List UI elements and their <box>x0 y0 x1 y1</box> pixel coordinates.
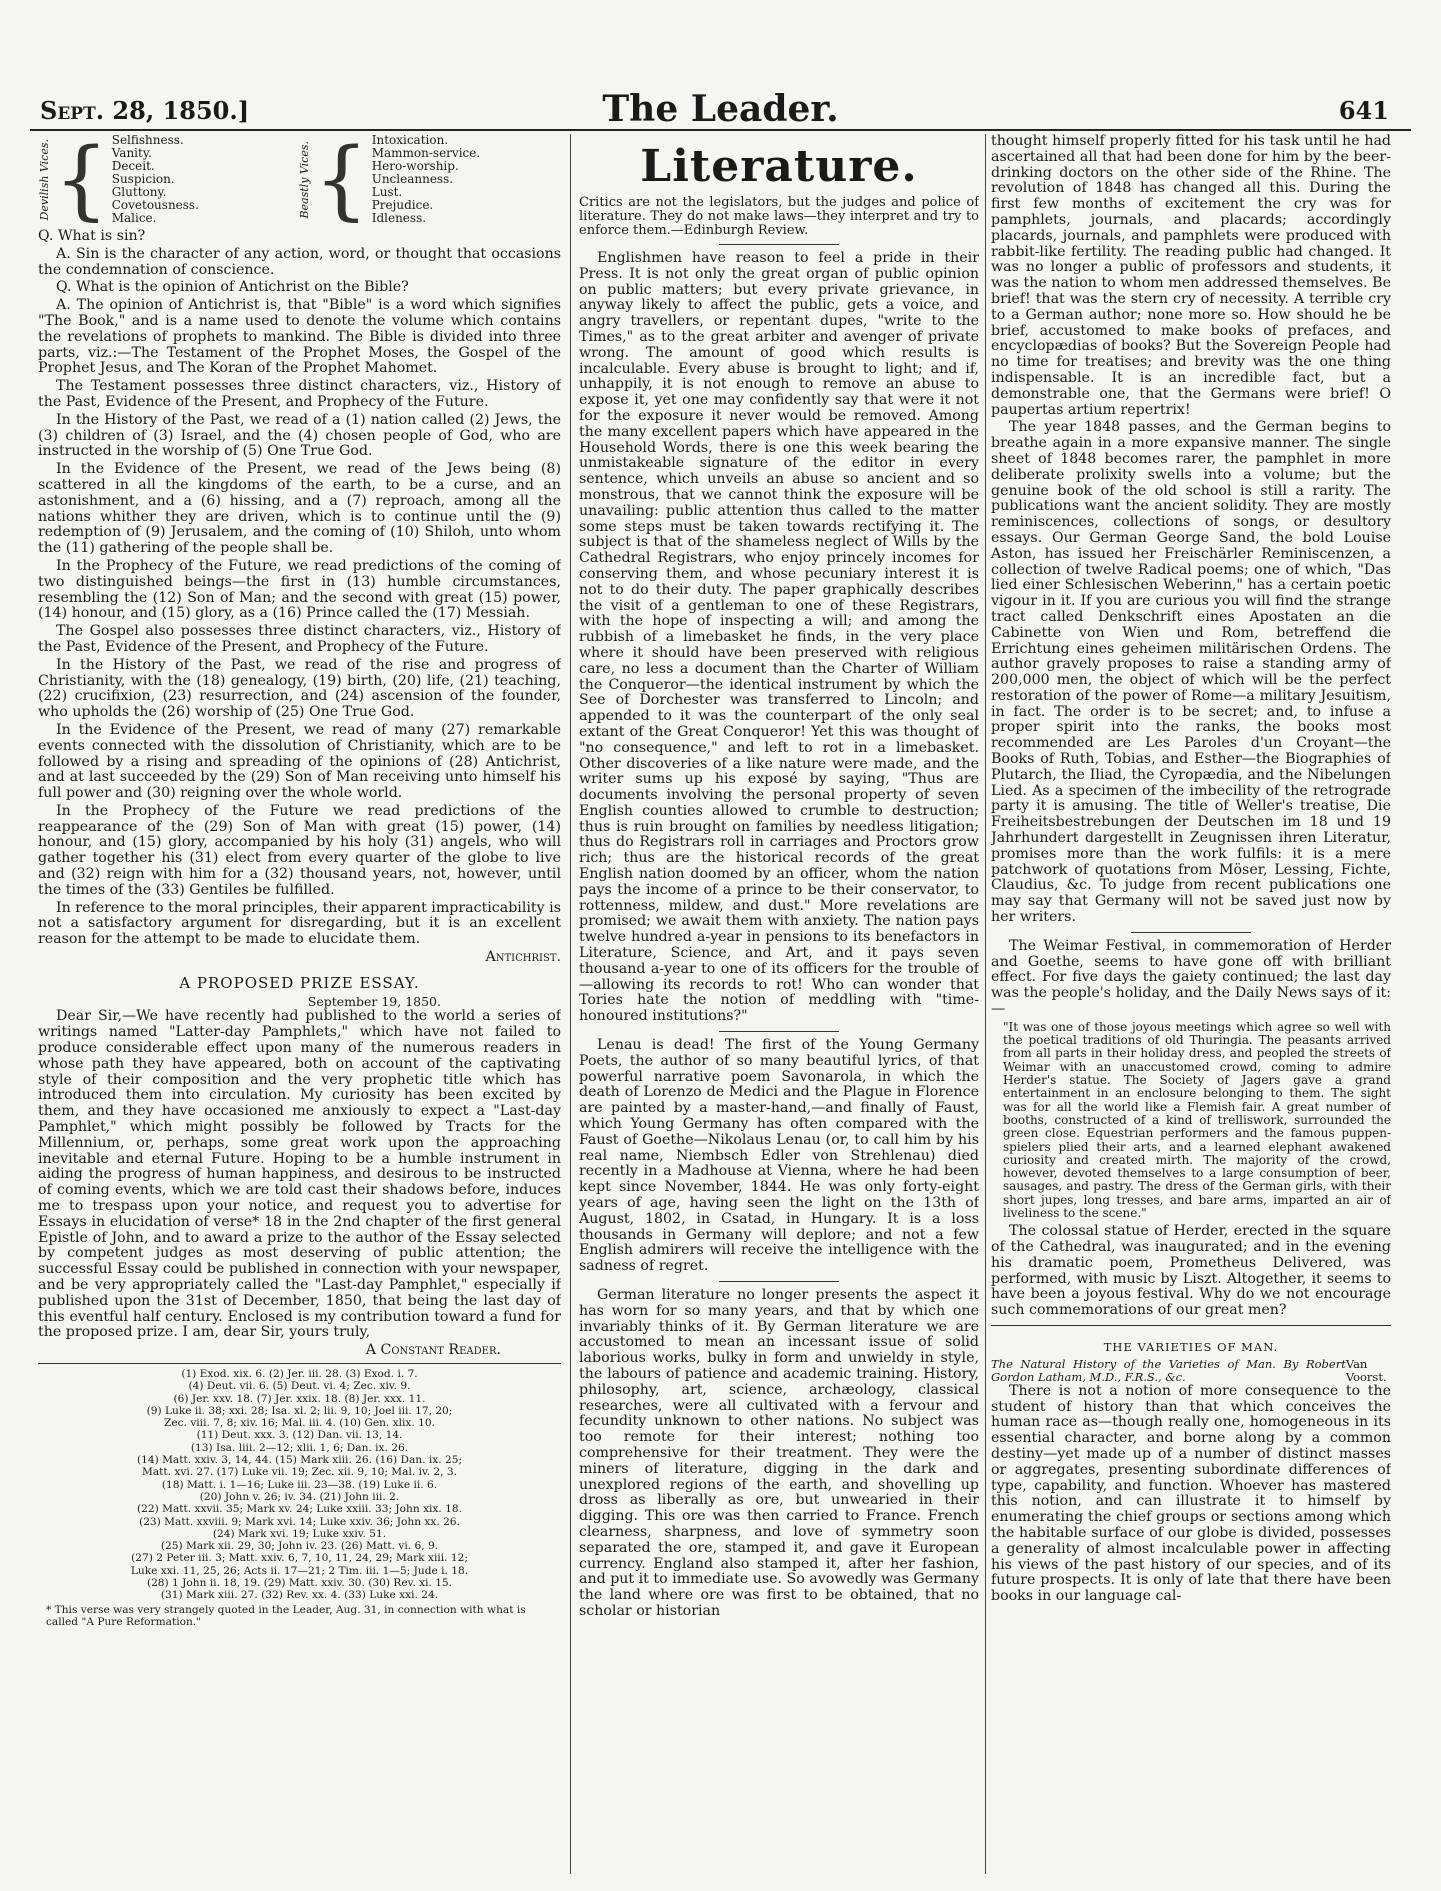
quotation: "It was one of those joyous meetings which agree so well with the poetical traditions of old Thuringia. The peasants arrived from all parts in their holiday dress, and peopled the streets of Weimar with an unaccustomed crowd, coming to admire Herder's statue. The Society of Jagers gave a grand entertainment in an enclosure belonging to them. The sight was for all the world like a Flemish fair. A great number of booths, constructed of a kind of trelliswork, surrounded the green close. Equestrian performers and the famous puppen-spielers plied their arts, and a learned elephant awakened curiosity and created mirth. The majority of the crowd, however, devoted themselves to a large consumption of beer, sausages, and pastry. The dress of the German girls, with their short jupes, long tresses, and bare arms, imparted an air of liveliness to the scene." <box>1003 1019 1391 1220</box>
paragraph: In reference to the moral principles, their apparent impracticability is not a satisfactory argument for disregarding, but it is an excellent reason for the attempt to be made to elucidate them. <box>38 899 561 948</box>
note-line: (13) Isa. liii. 2—12; xlii. 1, 6; Dan. ix. 26. <box>190 1441 409 1454</box>
note-line: (24) Mark xvi. 19; Luke xxiv. 51. <box>212 1527 387 1540</box>
section-title: Literature. <box>640 141 918 192</box>
review-heading <box>991 1358 1391 1384</box>
paragraph: Lenau is dead! The first of the Young Germany Poets, the author of so many beautiful lyrics, of that powerful narrative poem Savonarola, in which the death of Lorenzo de Medici and the Plague in Florence are painted by a master-hand,—and finally of Faust, which Young Germany has often compared with the Faust of Goethe—Nikolaus Lenau (or, to call him by his real name, Niembsch Edler von Strehlenau) died recently in a Madhouse at Vienna, where he had been kept since November, 1844. He was only forty-eight years of age, having seen the light on the 13th of August, 1802, in Csatad, in Hungary. It is a loss thousands in Germany will deplore; and not a few English admirers will receive the intelligence with the sadness of regret. <box>579 1037 979 1275</box>
note-line: Luke xxi. 11, 25, 26; Acts ii. 17—21; 2 Tim. iii. 1—5; Jude i. 18. <box>130 1564 469 1577</box>
essay-body: Dear Sir,—We have recently had published to the world a series of writings named "Latter-day Pamphlets," which have not failed to produce considerable effect upon many of the numerous readers in whose path they have appeared, both on account of the captivating style of their composition and the very prophetic title which has introduced them into circulation. My curiosity has been excited by them, and they have occasioned me anxiously to expect a "Last-day Pamphlet," which might possibly be followed by Tracts for the Millennium, or, perhaps, some great work upon the approaching inevitable and eternal Future. Hoping to be a humble instrument in aiding the progress of human happiness, and desirous to be instructed of coming events, which we are told cast their shadows before, induces me to trespass upon your notice, and request you to advertise for Essays in elucidation of verse* 18 in the 2nd chapter of the first general Epistle of John, and to award a prize to the author of the Essay selected by competent judges as most deserving of public attention; the successful Essay could be published in connection with your newspaper, and be very appropriately called the "Last-day Pamphlet," especially if published upon the 31st of December, 1850, that being the last day of this eventful half century. Enclosed is my contribution toward a fund for the proposed prize. I am, dear Sir, yours truly, <box>38 1008 561 1341</box>
note-line: (28) 1 John ii. 18, 19. (29) Matt. xxiv. 30. (30) Rev. xi. 15. <box>146 1577 453 1590</box>
vice-item: Lust. <box>371 185 403 199</box>
vice-item: Malice. <box>111 211 157 225</box>
paragraph: The Gospel also possesses three distinct characters, viz., History of the Past, Evidence of the Present, and Prophecy of the Future. <box>38 623 561 655</box>
paragraph: thought himself properly fitted for his task until he had ascertained all that had been done for him by the beer-drinking doctors on the other side of the Rhine. The revolution of 1848 has changed all this. During the first few months of excitement the cry was for pamphlets, journals, and placards; accordingly placards, journals, and pamphlets were produced with rabbit-like fertility. The reading public had changed. It was no longer a public of professors and students, it was the nation to whom men addressed themselves. Be brief! that was the stern cry of necessity. A terrible cry to a German author; none more so. How should he be brief, accustomed to make books of prefaces, and encyclopædias of books? But the Sovereign People had no time for treatises; and brevity was the one thing indispensable. It is an incredible fact, but a demonstrable one, that the Germans were brief! O paupertas artium repertrix! <box>991 134 1391 418</box>
beastly-vices <box>298 134 558 230</box>
paragraph: In the Evidence of the Present, we read of many (27) remarkable events connected with the dissolution of Christianity, which are to be followed by a rising and spreading of the opinions of (28) Antichrist, and at last succeeded by the (29) Son of Man receiving unto himself his full power and (30) reigning over the whole world. <box>38 721 561 802</box>
issue-date: Sept. 28, 1850.] <box>40 96 250 125</box>
paragraph: Englishmen have reason to feel a pride in their Press. It is not only the great organ of public opinion on public matters; but every private grievance, in anyway likely to affect the public, gets a voice, and angry travellers, or repentant dupes, "write to the Times," as to the great arbiter and avenger of private wrong. The amount of good which results is incalculable. Every abuse is brought to light; and if, unhappily, it is not enough to remove an abuse to expose it, yet one may confidently say that were it not for the exposure it never would be removed. Among the many excellent papers which have appeared in the Household Words, there is one this week bearing the unmistakeable signature of the editor in every sentence, which unveils an abuse so ancient and so monstrous, that we cannot think the exposure will be unavailing: public attention thus called to the matter some steps must be taken towards rectifying it. The subject is that of the shameless neglect of Wills by the Cathedral Registrars, who enjoy princely incomes for conserving them, and whose pecuniary interest it is not to do their duty. The paper graphically describes the visit of a gentleman to one of these Registrars, with the hope of inspecting a will; and among the rubbish of a limebasket he finds, in the very place where it should have been preserved with religious care, no less a document than the Charter of William the Conqueror—the identical instrument by which the See of Dorchester was transferred to Lincoln; and appended to it was the counterpart of the only seal extant of the Great Conqueror! Yet this was thought of "no consequence," and left to rot in a limebasket. Other discoveries of a like nature were made, and the writer sums up his exposé by saying, "Thus are documents involving the personal property of seven English counties allowed to crumble to destruction; thus is ruin brought on families by needless litigation; thus do Registrars roll in carriages and Proctors grow rich; thus are the historical records of the great English nation doomed by an officer, whom the nation pays the income of a prince to be their conservator, to rottenness, mildew, and dust." More revelations are promised; we await them with anxiety. The nation pays twelve hundred a-year in pensions to its benefactors in Literature, Science, and Art, and it pays seven thousand a-year to one of its officers for the trouble of—allowing its records to rot! Who can wonder that Tories hate the notion of meddling with "time-honoured institutions?" <box>579 250 979 1025</box>
paragraph: In the Evidence of the Present, we read of the Jews being (8) scattered in all the kingdoms of the earth, to be a curse, and an astonishment, and a (6) hissing, and a (7) reproach, among all the nations whither they are driven, which is to continue until the (9) redemption of (9) Jerusalem, and the coming of (10) Shiloh, unto whom the (11) gathering of the people shall be. <box>38 461 561 557</box>
vice-item: Idleness. <box>371 211 427 225</box>
essay-signature: A Constant Reader. <box>365 1342 501 1359</box>
column-2 <box>579 134 979 1874</box>
note-line: Zec. viii. 7, 8; xiv. 16; Mal. iii. 4. (10) Gen. xlix. 10. <box>164 1417 435 1430</box>
vice-item: Covetousness. <box>111 198 199 212</box>
vices-table <box>38 134 561 230</box>
section-motto: Critics are not the legislators, but the judges and police of literature. They do not make laws—they interpret and try to enforce them.—Edinburgh Review. <box>579 195 979 238</box>
note-line: (6) Jer. xxv. 18. (7) Jer. xxix. 18. (8) Jer. xxx. 11. <box>173 1392 426 1405</box>
note-line: (11) Deut. xxx. 3. (12) Dan. vii. 13, 14. <box>196 1429 403 1442</box>
footnote: * This verse was very strangely quoted in the Leader, Aug. 31, in connection with what is called "A Pure Reformation." <box>46 1603 526 1628</box>
page-number: 641 <box>1338 96 1389 125</box>
column-1 <box>38 134 561 1874</box>
note-line: (27) 2 Peter iii. 3; Matt. xxiv. 6, 7, 10, 11, 24, 29; Mark xiii. 12; <box>131 1552 468 1565</box>
column-divider <box>985 134 986 1874</box>
question: Q. What is sin? <box>38 228 146 244</box>
note-line: (9) Luke ii. 38; xxi. 28; Isa. xl. 2; lii. 9, 10; Joel iii. 17, 20; <box>146 1404 453 1417</box>
paragraph: The colossal statue of Herder, erected in the square of the Cathedral, was inaugurated; and in the evening his dramatic poem, Prometheus Delivered, was performed, with music by Liszt. Altogether, it seems to have been a joyous festival. Why do we not encourage such commemorations of our great men? <box>991 1223 1391 1319</box>
vice-item: Prejudice. <box>371 198 434 212</box>
vice-item: Deceit. <box>111 159 155 173</box>
note-line: (25) Mark xii. 29, 30; John iv. 23. (26) Matt. vi. 6, 9. <box>160 1540 439 1553</box>
review-book: The Natural History of the Varieties of Man. By Robert Gordon Latham, M.D., F.R.S., &c. <box>991 1356 1346 1384</box>
vice-item: Gluttony. <box>111 185 167 199</box>
page-header <box>30 88 1411 128</box>
vice-item: Hero-worship. <box>371 159 459 173</box>
signature: Antichrist. <box>485 949 561 966</box>
answer: A. Sin is the character of any action, word, or thought that occasions the condemnation of conscience. <box>38 245 561 278</box>
vice-item: Intoxication. <box>371 134 449 147</box>
note-line: Matt. xvi. 27. (17) Luke vii. 19; Zec. xii. 9, 10; Mal. iv. 2, 3. <box>141 1466 458 1479</box>
paragraph: The Testament possesses three distinct characters, viz., History of the Past, Evidence of the Present, and Prophecy of the Future. <box>38 378 561 410</box>
divider <box>991 1325 1391 1326</box>
references-notes <box>38 1368 561 1628</box>
vice-item: Vanity. <box>111 146 152 160</box>
paragraph: In the History of the Past, we read of the rise and progress of Christianity, with the (18) genealogy, (19) birth, (20) life, (21) teaching, (22) crucifixion, (23) resurrection, and (24) ascension of the founder, who upholds the (26) worship of (25) One True God. <box>38 656 561 721</box>
essay-title: A PROPOSED PRIZE ESSAY. <box>179 973 420 992</box>
devilish-label: Devilish Vices. <box>38 138 51 221</box>
review-title: THE VARIETIES OF MAN. <box>1103 1340 1279 1355</box>
brace-icon: { <box>54 134 109 230</box>
column-divider <box>570 134 571 1874</box>
vice-item: Selfishness. <box>111 134 184 147</box>
divider <box>719 1281 839 1282</box>
note-line: (1) Exod. xix. 6. (2) Jer. iii. 28. (3) Exod. i. 7. <box>181 1367 418 1380</box>
beastly-label: Beastly Vices. <box>298 140 311 219</box>
note-line: (31) Mark xiii. 27. (32) Rev. xx. 4. (33) Luke xxi. 24. <box>160 1589 439 1602</box>
essay-date: September 19, 1850. <box>307 993 441 1009</box>
note-line: (18) Matt. i. 1—16; Luke iii. 23—38. (19) Luke ii. 6. <box>161 1478 438 1491</box>
vice-item: Uncleanness. <box>371 172 454 186</box>
note-line: (14) Matt. xxiv. 3, 14, 44. (15) Mark xiii. 26. (16) Dan. ix. 25; <box>136 1454 463 1467</box>
vice-item: Suspicion. <box>111 172 175 186</box>
paragraph: German literature no longer presents the aspect it has worn for so many years, and that by which one invariably thinks of it. By German literature we are accustomed to mean an incessant issue of solid laborious works, bulky in form and unwieldy in style, the labours of patience and academic training. History, philosophy, art, science, archæology, classical researches, were all cultivated with a fervour and fecundity unknown to other nations. No subject was too remote for their interest; nothing too comprehensive for their treatment. They were the miners of literature, digging in the dark and unexplored regions of the earth, and shovelling up dross as liberally as ore, but unwearied in their digging. This ore was then carried to France. French clearness, sharpness, and love of symmetry soon separated the ore, stamped it, and gave it European currency. England also stamped it, after her fashion, and put it to immediate use. So avowedly was Germany the land where ore was first to be obtained, that no scholar or historian <box>579 1287 979 1619</box>
divider <box>38 1363 561 1364</box>
paragraph: In the Prophecy of the Future, we read predictions of the coming of two distinguished beings—the first in (13) humble circumstances, resembling the (12) Son of Man; and the second with great (15) power, (14) honour, and (15) glory, as a (16) Prince called the (17) Messiah. <box>38 557 561 622</box>
divider <box>719 244 839 245</box>
question: Q. What is the opinion of Antichrist on the Bible? <box>56 279 409 296</box>
paragraph: In the History of the Past, we read of a (1) nation called (2) Jews, the (3) children of (3) Israel, and the (4) chosen people of God, who are instructed in the worship of (5) One True God. <box>38 411 561 460</box>
note-line: (23) Matt. xxviii. 9; Mark xvi. 14; Luke xxiv. 36; John xx. 26. <box>139 1515 460 1528</box>
note-line: (22) Matt. xxvii. 35; Mark xv. 24; Luke xxiii. 33; John xix. 18. <box>137 1503 462 1516</box>
vice-item: Mammon-service. <box>371 146 481 160</box>
masthead-title: The Leader. <box>602 88 839 130</box>
divider <box>1131 932 1251 933</box>
divider <box>719 1031 839 1032</box>
paragraph: In the Prophecy of the Future we read predictions of the reappearance of the (29) Son of Man with great (15) power, (14) honour, and (15) glory, accompanied by his holy (31) angels, who will gather together his (31) elect from every quarter of the globe to live and (32) reign with him for a (32) thousand years, not, however, until the times of the (33) Gentiles be fulfilled. <box>38 802 561 898</box>
paragraph: The Weimar Festival, in commemoration of Herder and Goethe, seems to have gone off with brilliant effect. For five days the gaiety continued; the last day was the people's holiday, and the Daily News says of it:— <box>991 937 1391 1018</box>
note-line: (20) John v. 26; iv. 34. (21) John iii. 2. <box>199 1490 400 1503</box>
paragraph: The year 1848 passes, and the German begins to breathe again in a more expansive manner. The single sheet of 1848 becomes rarer, the pamphlet in more deliberate prolixity swells into a volume; but the genuine book of the old school is still a rarity. The publications want the ancient solidity. They are mostly reminiscences, collections of songs, or desultory essays. Our German George Sand, the bold Louise Aston, has issued her Freischärler Reminiscenzen, a collection of twelve Radical poems; one of which, "Das lied einer Schlesischen Weberinn," has a certain poetic vigour in it. If you are curious you will find the strange tract called Denkschrift eines Apostaten an die Cabinette von Wien und Rom, betreffend die Errichtung eines geheimen militärischen Ordens. The author gravely proposes to raise a standing army of 200,000 men, the object of which will be the perfect restoration of the power of Rome—a military Jesuitism, in fact. The order is to be secret; and, to infuse a proper spirit into the ranks, the books most recommended are Les Paroles d'un Croyant—the Books of Ruth, Tobias, and Esther—the Biographies of Plutarch, the Iliad, the Cyropædia, and the Nibelungen Lied. As a specimen of the imbecility of the retrograde party it is amusing. The title of Weller's treatise, Die Freiheitsbestrebungen der Deutschen im 18 und 19 Jahrhundert dargestellt in Zeugnissen ihren Literatur, promises more than the work fulfils: it is a mere patchwork of quotations from Möser, Lessing, Fichte, Claudius, &c. To judge from recent publications one may say that Germany will not be saved just now by her writers. <box>991 419 1391 926</box>
note-line: (4) Deut. vii. 6. (5) Deut. vi. 4; Zec. xiv. 9. <box>188 1380 411 1393</box>
review-body: There is not a notion of more consequence to the student of history than that which conceives the human race as—though really one, homogeneous in its essential character, and borne along by a common destiny—yet made up of a number of distinct masses or aggregates, presenting subordinate differences of type, capability, and function. Whoever has mastered this notion, and can illustrate it to himself by enumerating the chief groups or sections among which the habitable surface of our globe is divided, possesses a generality of almost incalculable power in affecting his views of the past history of our species, and of its future prospects. It is only of late that there have been books in our language cal- <box>991 1382 1391 1605</box>
devilish-list <box>112 134 199 225</box>
column-3 <box>991 134 1391 1874</box>
devilish-vices <box>38 134 298 230</box>
review-publisher: Van Voorst. <box>1345 1356 1387 1384</box>
beastly-list <box>372 134 480 225</box>
header-rule <box>30 129 1411 131</box>
answer: A. The opinion of Antichrist is, that "Bible" is a word which signifies "The Book," and is a name used to denote the volume which contains the revelations of prophets to mankind. The Bible is divided into three parts, viz.:—The Testament of the Prophet Moses, the Gospel of the Prophet Jesus, and The Koran of the Prophet Mahomet. <box>38 297 561 377</box>
brace-icon: { <box>314 134 369 230</box>
